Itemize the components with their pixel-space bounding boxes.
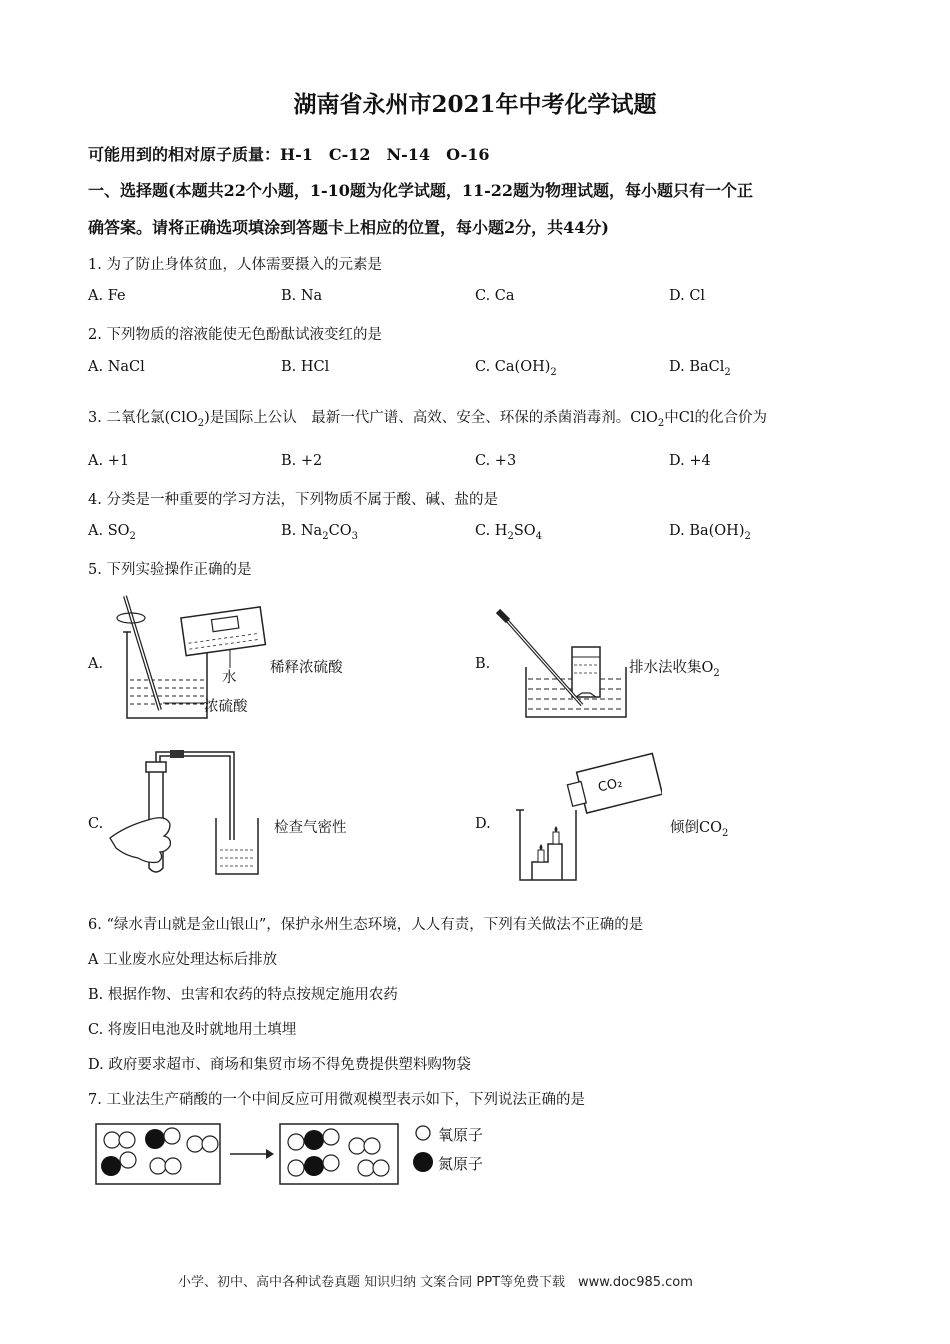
q1-option-b: B. Na	[281, 288, 323, 304]
q5-a-caption: 稀释浓硫酸	[270, 660, 343, 676]
q5-d-letter: D.	[475, 816, 491, 832]
q1-stem: 1. 为了防止身体贫血，人体需要摄入的元素是	[88, 257, 382, 273]
q7-legend-o-icon	[414, 1124, 432, 1142]
q7-legend-n-label: 氮原子	[438, 1155, 484, 1173]
q3-option-c: C. +3	[475, 453, 517, 469]
q5-figure-b	[490, 605, 630, 720]
q5-c-caption: 检查气密性	[274, 820, 347, 836]
q5-stem: 5. 下列实验操作正确的是	[88, 562, 252, 578]
q7-stem: 7. 工业法生产硝酸的一个中间反应可用微观模型表示如下，下列说法正确的是	[88, 1092, 585, 1108]
q6-stem: 6. “绿水青山就是金山银山”，保护永州生态环境，人人有责，下列有关做法不正确的是	[88, 917, 644, 933]
q4-option-a: A. $SO_2$	[88, 523, 136, 542]
q5-b-letter: B.	[475, 656, 491, 672]
section-header-line1: 一、选择题(本题共22个小题，1-10题为化学试题，11-22题为物理试题，每小题只有一个正	[88, 181, 754, 200]
q4-option-d: D. $Ba(OH)_2$	[669, 523, 751, 542]
q3-stem: 3. 二氧化氯(ClO$_2$)是国际上公认 最新一代广谱、高效、安全、环保的杀菌消毒剂。ClO$_2$中Cl的化合价为	[88, 410, 767, 429]
q6-option-a: A 工业废水应处理达标后排放	[88, 952, 278, 968]
atomic-mass-line: 可能用到的相对原子质量：H-1 C-12 N-14 O-16	[88, 145, 490, 164]
q2-stem: 2. 下列物质的溶液能使无色酚酞试液变红的是	[88, 327, 382, 343]
section-header-line2: 确答案。请将正确选项填涂到答题卡上相应的位置，每小题2分，共44分)	[88, 218, 609, 237]
q4-stem: 4. 分类是一种重要的学习方法，下列物质不属于酸、碱、盐的是	[88, 492, 498, 508]
q6-option-c: C. 将废旧电池及时就地用土填埋	[88, 1022, 297, 1038]
q2-option-c: C. $Ca(OH)_2$	[475, 359, 557, 378]
q5-figure-c	[108, 740, 268, 880]
q7-legend-n-icon	[412, 1151, 434, 1173]
q3-option-d: D. +4	[669, 453, 711, 469]
q5-figure-d	[512, 752, 662, 887]
q5-c-letter: C.	[88, 816, 104, 832]
q4-option-c: C. $H_2SO_4$	[475, 523, 543, 542]
q6-option-b: B. 根据作物、虫害和农药的特点按规定施用农药	[88, 987, 398, 1003]
q1-option-d: D. Cl	[669, 288, 706, 304]
q5-figure-a	[105, 590, 275, 725]
q5-a-acid-label: 浓硫酸	[204, 699, 248, 715]
q2-option-d: D. BaCl$_2$	[669, 359, 731, 378]
q1-option-c: C. Ca	[475, 288, 515, 304]
q1-option-a: A. Fe	[88, 288, 126, 304]
q3-option-b: B. +2	[281, 453, 323, 469]
q7-legend-o-label: 氧原子	[438, 1126, 484, 1144]
q3-option-a: A. +1	[88, 453, 130, 469]
q4-option-b: B. $Na_2CO_3$	[281, 523, 358, 542]
q5-d-bottle-label: CO₂	[596, 775, 624, 796]
q5-b-caption: 排水法收集$O_2$	[629, 660, 720, 679]
q5-d-caption: 倾倒$CO_2$	[670, 820, 729, 839]
q5-a-water-label: 水	[222, 670, 237, 686]
q2-option-a: A. NaCl	[88, 359, 145, 375]
page-footer: 小学、初中、高中各种试卷真题 知识归纳 文案合同 PPT等免费下载 www.doc985.com	[178, 1275, 693, 1290]
q5-a-letter: A.	[88, 656, 104, 672]
q2-option-b: B. HCl	[281, 359, 330, 375]
q7-reaction-diagram	[94, 1120, 404, 1192]
page-title: 湖南省永州市2021年中考化学试题	[293, 91, 657, 118]
q6-option-d: D. 政府要求超市、商场和集贸市场不得免费提供塑料购物袋	[88, 1057, 471, 1073]
